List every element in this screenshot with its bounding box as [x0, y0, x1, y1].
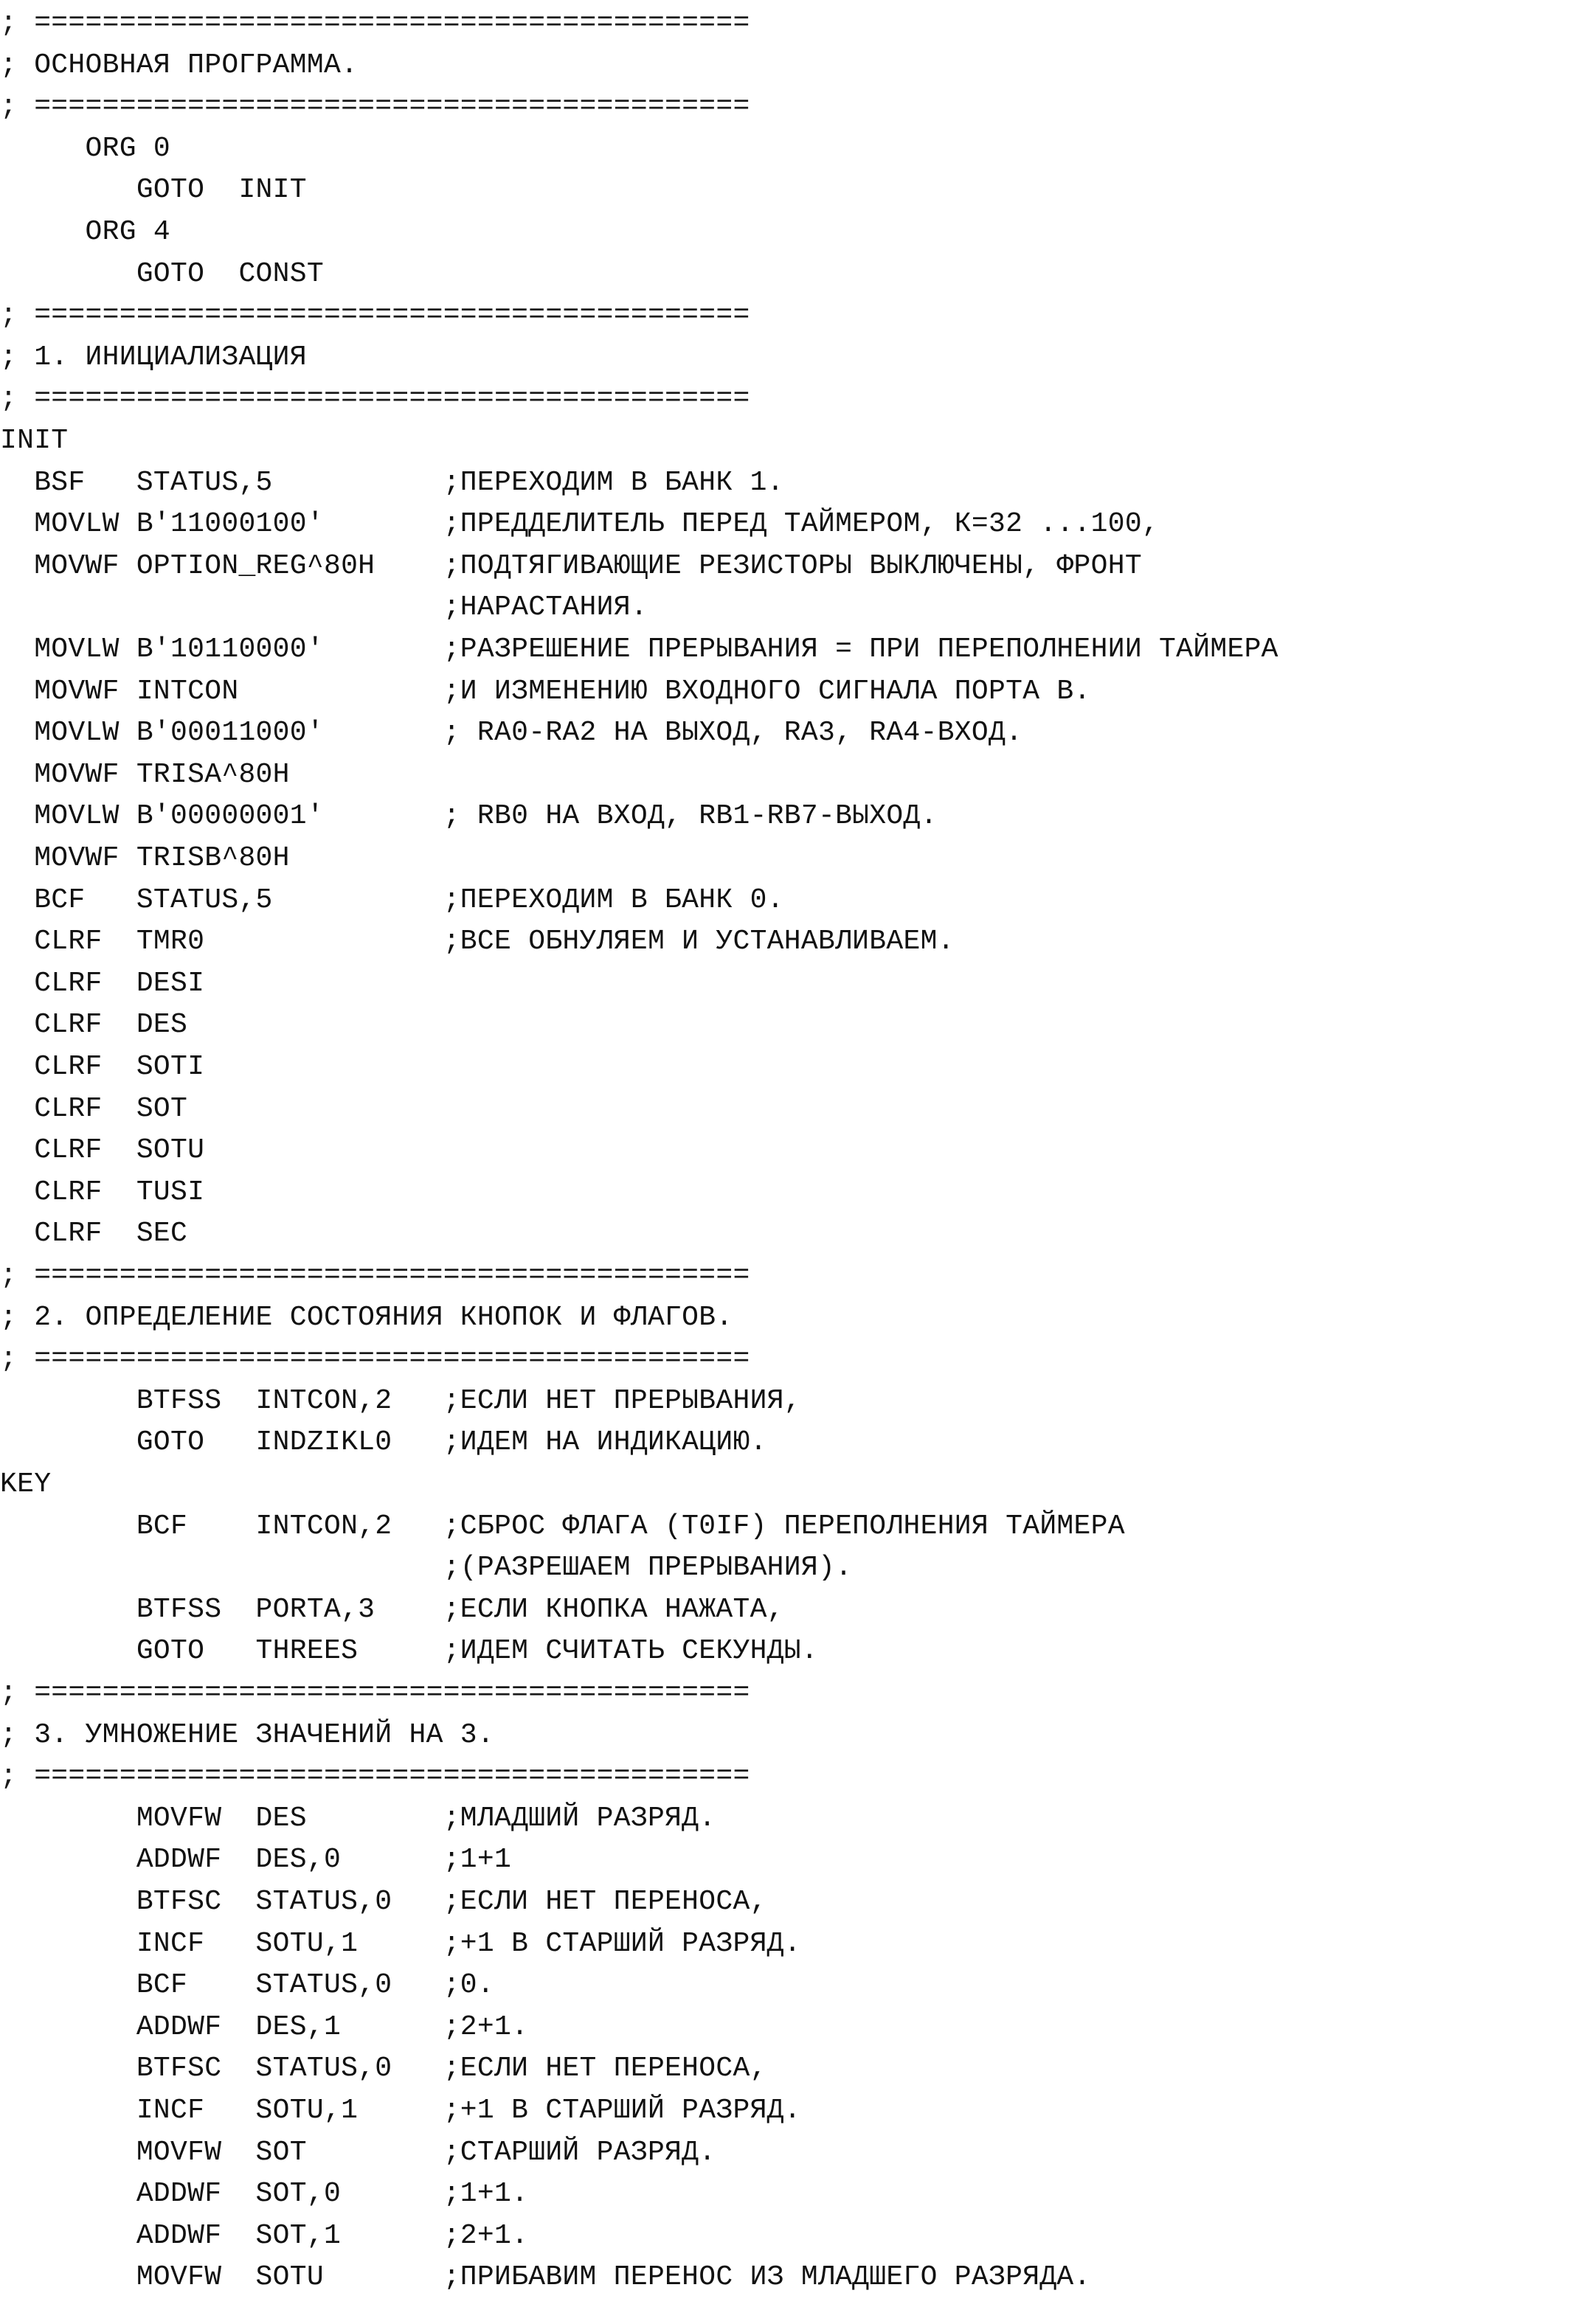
code-line: MOVWF OPTION_REG^80H ;ПОДТЯГИВАЮЩИЕ РЕЗИСТОРЫ ВЫКЛЮЧЕНЫ, ФРОНТ	[0, 549, 1142, 582]
code-line: ADDWF DES,0 ;1+1	[0, 1844, 512, 1876]
code-line: BTFSS INTCON,2 ;ЕСЛИ НЕТ ПРЕРЫВАНИЯ,	[0, 1384, 801, 1417]
code-line: BSF STATUS,5 ;ПЕРЕХОДИМ В БАНК 1.	[0, 466, 784, 499]
code-line: INCF SOTU,1 ;+1 В СТАРШИЙ РАЗРЯД.	[0, 1927, 801, 1960]
code-line: BCF STATUS,5 ;ПЕРЕХОДИМ В БАНК 0.	[0, 884, 784, 916]
code-line: CLRF DESI	[0, 967, 205, 999]
separator-line: ; ==========================================	[0, 299, 750, 332]
code-line: GOTO INDZIKL0 ;ИДЕМ НА ИНДИКАЦИЮ.	[0, 1426, 767, 1459]
section-heading: ; 3. УМНОЖЕНИЕ ЗНАЧЕНИЙ НА 3.	[0, 1718, 495, 1751]
code-line: BCF STATUS,0 ;0.	[0, 1969, 495, 2002]
separator-line: ; ==========================================	[0, 7, 750, 39]
section-heading: ; 1. ИНИЦИАЛИЗАЦИЯ	[0, 341, 307, 373]
code-line: MOVLW B'00011000' ; RA0-RA2 НА ВЫХОД, RA3, RA4-ВХОД.	[0, 717, 1023, 749]
code-line: CLRF SOTI	[0, 1051, 205, 1083]
code-line: MOVWF INTCON ;И ИЗМЕНЕНИЮ ВХОДНОГО СИГНАЛА ПОРТА В.	[0, 675, 1091, 707]
code-line: ADDWF SOT,0 ;1+1.	[0, 2178, 529, 2210]
code-line: ORG 4	[0, 216, 171, 248]
code-line: MOVWF TRISB^80H	[0, 842, 290, 874]
separator-line: ; ==========================================	[0, 1677, 750, 1709]
label-line: INIT	[0, 425, 69, 457]
label-line: KEY	[0, 1468, 52, 1500]
section-heading: ; 2. ОПРЕДЕЛЕНИЕ СОСТОЯНИЯ КНОПОК И ФЛАГОВ.	[0, 1301, 733, 1333]
code-line: ORG 0	[0, 132, 171, 164]
separator-line: ; ==========================================	[0, 1343, 750, 1376]
code-line: INCF SOTU,1 ;+1 В СТАРШИЙ РАЗРЯД.	[0, 2095, 801, 2126]
code-line: BTFSC STATUS,0 ;ЕСЛИ НЕТ ПЕРЕНОСА,	[0, 2053, 767, 2085]
code-line: ;(РАЗРЕШАЕМ ПРЕРЫВАНИЯ).	[0, 1552, 853, 1584]
separator-line: ; ==========================================	[0, 1260, 750, 1291]
code-line: CLRF DES	[0, 1009, 188, 1041]
code-line: MOVFW SOTU ;ПРИБАВИМ ПЕРЕНОС ИЗ МЛАДШЕГО РАЗРЯДА.	[0, 2261, 1091, 2294]
code-line: BTFSC STATUS,0 ;ЕСЛИ НЕТ ПЕРЕНОСА,	[0, 1886, 767, 1918]
code-line: MOVWF TRISA^80H	[0, 758, 290, 791]
code-line: GOTO THREES ;ИДЕМ СЧИТАТЬ СЕКУНДЫ.	[0, 1635, 818, 1668]
code-line: ;НАРАСТАНИЯ.	[0, 592, 648, 624]
code-line: MOVFW SOT ;СТАРШИЙ РАЗРЯД.	[0, 2136, 716, 2168]
code-line: CLRF SOTU	[0, 1134, 205, 1167]
code-line: BCF INTCON,2 ;СБРОС ФЛАГА (T0IF) ПЕРЕПОЛНЕНИЯ ТАЙМЕРА	[0, 1510, 1125, 1542]
code-line: GOTO INIT	[0, 174, 307, 207]
separator-line: ; ==========================================	[0, 383, 750, 415]
code-line: CLRF TUSI	[0, 1176, 205, 1208]
code-line: MOVFW DES ;МЛАДШИЙ РАЗРЯД.	[0, 1802, 716, 1834]
separator-line: ; ==========================================	[0, 1761, 750, 1793]
code-line: ADDWF SOT,1 ;2+1.	[0, 2219, 529, 2252]
section-heading: ; ОСНОВНАЯ ПРОГРАММА.	[0, 49, 359, 81]
code-line: ADDWF DES,1 ;2+1.	[0, 2011, 529, 2043]
code-line: MOVLW B'10110000' ;РАЗРЕШЕНИЕ ПРЕРЫВАНИЯ = ПРИ ПЕРЕПОЛНЕНИИ ТАЙМЕРА	[0, 634, 1278, 665]
code-line: MOVLW B'11000100' ;ПРЕДДЕЛИТЕЛЬ ПЕРЕД ТАЙМЕРОМ, К=32 ...100,	[0, 508, 1160, 541]
code-line: MOVLW B'00000001' ; RB0 НА ВХОД, RB1-RB7-ВЫХОД.	[0, 800, 938, 833]
separator-line: ; ==========================================	[0, 91, 750, 123]
code-line: CLRF TMR0 ;ВСЕ ОБНУЛЯЕМ И УСТАНАВЛИВАЕМ.	[0, 926, 955, 958]
code-line: BTFSS PORTA,3 ;ЕСЛИ КНОПКА НАЖАТА,	[0, 1593, 784, 1626]
code-line: CLRF SOT	[0, 1092, 188, 1125]
code-line: CLRF SEC	[0, 1218, 188, 1250]
code-line: GOTO CONST	[0, 257, 324, 290]
